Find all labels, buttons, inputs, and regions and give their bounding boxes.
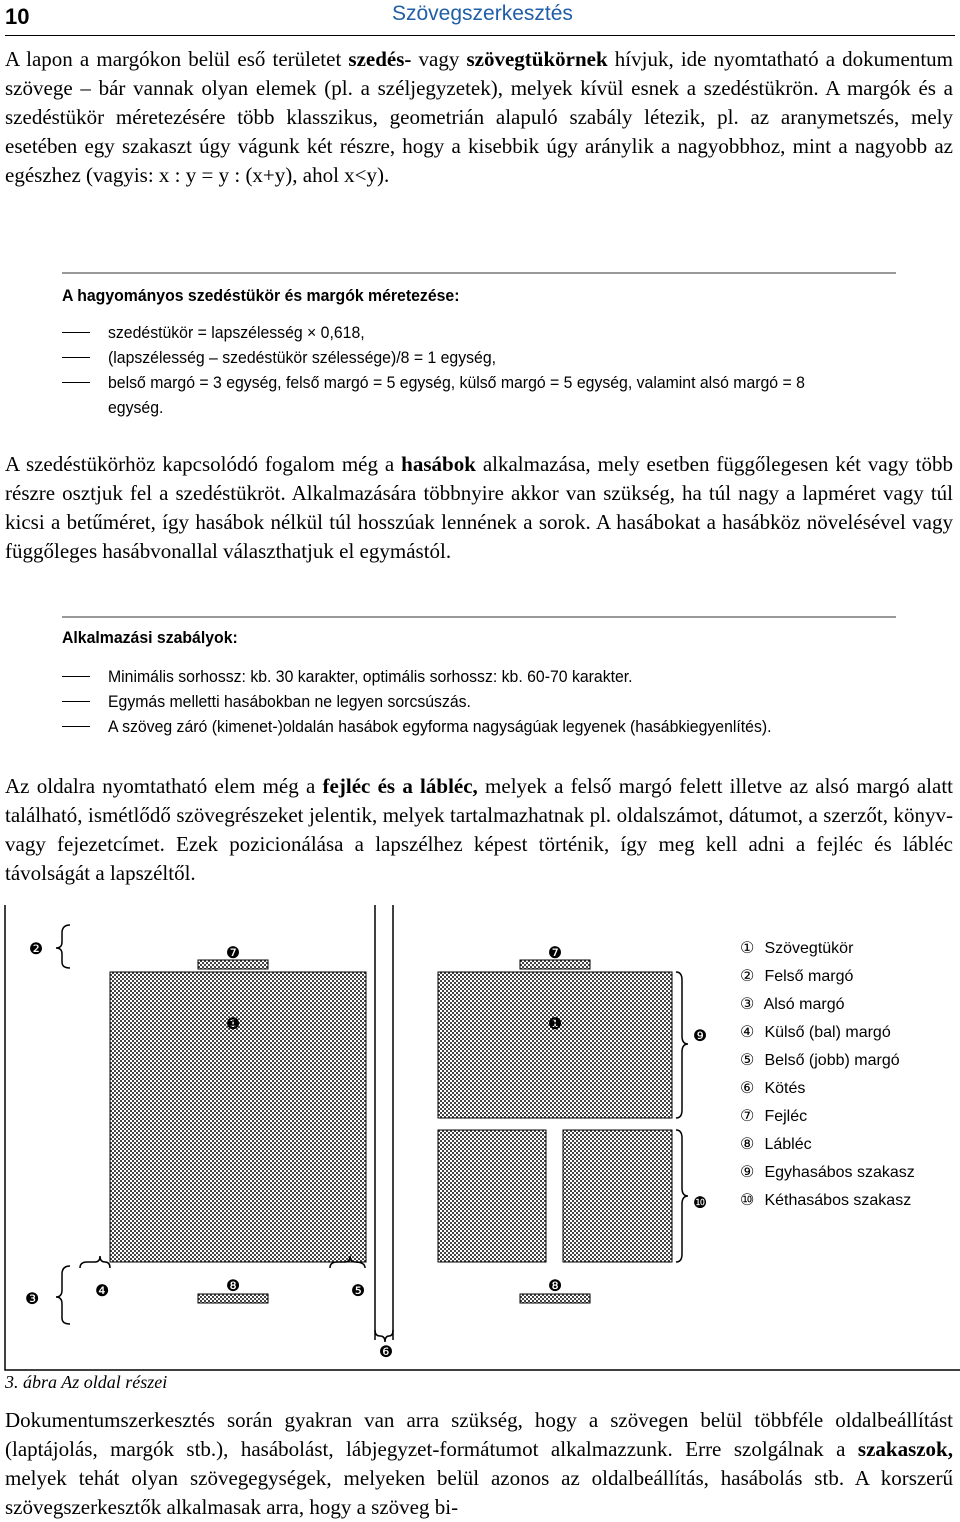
bold-term: szövegtükörnek bbox=[466, 47, 608, 71]
caption-number: 3. ábra bbox=[5, 1372, 58, 1392]
marker-9: ❾ bbox=[692, 1026, 708, 1045]
top-margin-brace bbox=[56, 925, 70, 968]
one-column-brace bbox=[676, 972, 688, 1118]
caption-text: Az oldal részei bbox=[61, 1372, 168, 1392]
text: melyek a felső margó felett illetve az alsó margó alatt található, ismétlődő szövegrészeket jelentik, melyek tartalmazhatnak pl. oldalszámot, dátumot, a szerzőt, könyv- vagy fejezetcímet. Ezek pozicionálása a lapszélhez képest történik, így meg kell adni a fejléc és lábléc távolságát a lapszéltől. bbox=[5, 774, 953, 885]
marker-7: ❼ bbox=[225, 943, 241, 962]
legend-item: ⑨ Egyhasábos szakasz bbox=[740, 1164, 915, 1181]
legend-item: ⑧ Lábléc bbox=[740, 1136, 812, 1153]
text: hívjuk, ide nyomtatható a dokumentum szövege – bár vannak olyan elemek (pl. a széljegyzetek), melyek kívül esnek a szedéstükrön. A margók és a szedéstükör méretezésére több klasszikus, geometrián alapuló szabály létezik, pl. az aranymetszés, mely esetében egy szakaszt úgy vágunk két részre, hogy a kisebbik úgy aránylik a nagyobbhoz, mint a nagyobb az egészhez (vagyis: x : y = y : (x+y), ahol x<y). bbox=[5, 47, 953, 187]
outer-margin-brace bbox=[80, 1256, 110, 1268]
list-item: Egymás melletti hasábokban ne legyen sorcsúszás. bbox=[62, 689, 896, 714]
paragraph-2 bbox=[5, 450, 953, 566]
marker-3: ❸ bbox=[24, 1289, 40, 1308]
marker-6: ❻ bbox=[378, 1342, 394, 1361]
list-item-continuation: egység. bbox=[108, 398, 164, 417]
legend-item: ④ Külső (bal) margó bbox=[740, 1024, 891, 1041]
marker-8: ❽ bbox=[225, 1276, 241, 1295]
column-left bbox=[438, 1130, 546, 1262]
box-top-rule bbox=[62, 616, 896, 618]
footer-bar-left bbox=[198, 1294, 268, 1303]
legend-item: ② Felső margó bbox=[740, 968, 854, 985]
marker-1: ❶ bbox=[225, 1014, 241, 1033]
list-item: A szöveg záró (kimenet-)oldalán hasábok egyforma nagyságúak legyenek (hasábkiegyenlítés). bbox=[62, 714, 896, 739]
box-top-rule bbox=[62, 272, 896, 274]
footer-bar-right bbox=[520, 1294, 590, 1303]
rule-list bbox=[62, 664, 896, 739]
text: A lapon a margókon belül eső területet bbox=[5, 47, 349, 71]
one-column-section bbox=[438, 972, 672, 1118]
list-item: Minimális sorhossz: kb. 30 karakter, optimális sorhossz: kb. 60-70 karakter. bbox=[62, 664, 896, 689]
box-title: Alkalmazási szabályok: bbox=[62, 628, 238, 647]
marker-10: ❿ bbox=[692, 1193, 708, 1212]
figure-caption bbox=[5, 1372, 167, 1393]
list-item: szedéstükör = lapszélesség × 0,618, bbox=[62, 320, 896, 345]
paragraph-4 bbox=[5, 1406, 953, 1522]
marker-7: ❼ bbox=[547, 943, 563, 962]
page-number: 10 bbox=[5, 4, 30, 29]
bold-term: fejléc és a lábléc, bbox=[322, 774, 478, 798]
text: vagy bbox=[411, 47, 467, 71]
figure-legend bbox=[740, 935, 915, 1215]
legend-item: ⑩ Kéthasábos szakasz bbox=[740, 1192, 912, 1209]
marker-5: ❺ bbox=[350, 1281, 366, 1300]
text: alkalmazása, mely esetben függőlegesen két vagy több részre osztjuk fel a szedéstükröt. Alkalmazására többnyire akkor van szükség, ha túl nagy a lapméret vagy túl kicsi a betűméret, így hasábok nélkül túl hosszúak lennének a sorok. A hasábokat a hasábköz növelésével vagy függőleges hasábvonallal választhatjuk el egymástól. bbox=[5, 452, 953, 563]
marker-4: ❹ bbox=[94, 1281, 110, 1300]
column-right bbox=[563, 1130, 672, 1262]
bold-term: hasábok bbox=[401, 452, 476, 476]
running-title: Szövegszerkesztés bbox=[392, 2, 573, 25]
list-item: belső margó = 3 egység, felső margó = 5 egység, külső margó = 5 egység, valamint alsó margó = 8 bbox=[62, 370, 896, 395]
page-header bbox=[0, 0, 960, 38]
rule-list bbox=[62, 320, 896, 420]
legend-item: ⑤ Belső (jobb) margó bbox=[740, 1052, 900, 1069]
legend-item: ⑥ Kötés bbox=[740, 1080, 806, 1097]
legend-item: ① Szövegtükör bbox=[740, 940, 854, 957]
list-item: (lapszélesség – szedéstükör szélessége)/8 = 1 egység, bbox=[62, 345, 896, 370]
legend-item: ⑦ Fejléc bbox=[740, 1108, 808, 1125]
bold-term: szakaszok, bbox=[857, 1437, 953, 1461]
box-title: A hagyományos szedéstükör és margók méretezése: bbox=[62, 286, 460, 305]
binding-brace bbox=[375, 1330, 393, 1342]
text: melyek tehát olyan szövegegységek, melyeken belül azonos az oldalbeállítás, hasábolás stb. A korszerű szövegszerkesztők alkalmasak arra, hogy a szöveg bi- bbox=[5, 1466, 953, 1519]
marker-2: ❷ bbox=[28, 939, 44, 958]
paragraph-1 bbox=[5, 45, 953, 190]
marker-8: ❽ bbox=[547, 1276, 563, 1295]
text: Az oldalra nyomtatható elem még a bbox=[5, 774, 323, 798]
paragraph-3 bbox=[5, 772, 953, 888]
marker-1: ❶ bbox=[547, 1014, 563, 1033]
header-rule bbox=[5, 35, 955, 36]
bold-term: szedés- bbox=[348, 47, 412, 71]
text: A szedéstükörhöz kapcsolódó fogalom még a bbox=[5, 452, 402, 476]
bottom-margin-brace bbox=[56, 1266, 70, 1324]
text: Dokumentumszerkesztés során gyakran van arra szükség, hogy a szövegen belül többféle oldalbeállítást (laptájolás, margók stb.), hasábolást, lábjegyzet-formátumot alkalmazzunk. Erre szolgálnak a bbox=[5, 1408, 953, 1461]
two-column-brace bbox=[676, 1130, 688, 1262]
legend-item: ③ Alsó margó bbox=[740, 996, 845, 1013]
